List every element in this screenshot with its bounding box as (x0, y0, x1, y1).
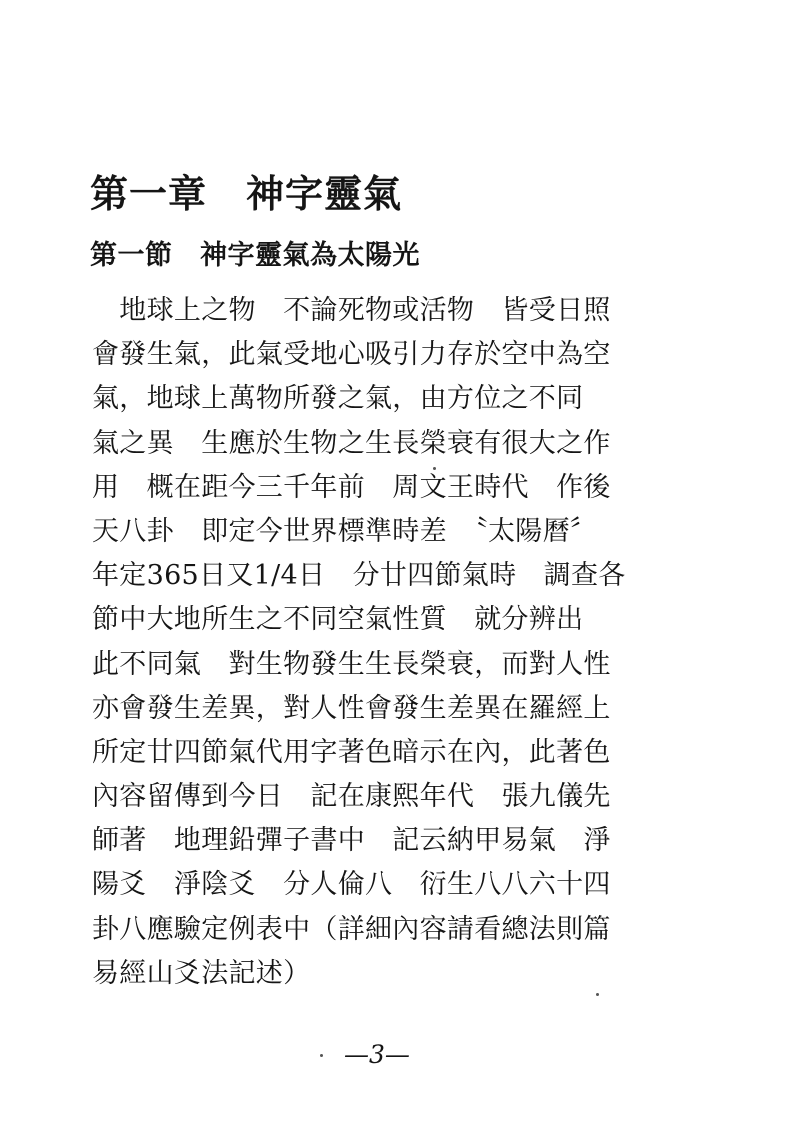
body-text (92, 289, 652, 996)
body-line: 會發生氣，此氣受地心吸引力存於空中為空 (92, 339, 611, 371)
body-line: 卦八應驗定例表中（詳細內容請看總法則篇 (92, 913, 611, 945)
body-line: 氣之異 生應於生物之生長榮衰有很大之作 (92, 427, 611, 459)
body-line: 所定廿四節氣代用字著色暗示在內，此著色 (92, 736, 611, 768)
body-line: 易經山爻法記述） (92, 957, 311, 989)
body-line: 內容留傳到今日 記在康熙年代 張九儀先 (92, 781, 611, 813)
scan-speck (433, 467, 436, 470)
section-title: 第一節 神字靈氣為太陽光 (90, 240, 420, 271)
body-line: 天八卦 即定今世界標準時差 〝太陽曆〞 (92, 515, 598, 547)
page-number: —3— (344, 1040, 410, 1069)
body-line: 用 概在距今三千年前 周文王時代 作後 (92, 471, 611, 503)
body-line: 年定365日又1/4日 分廿四節氣時 調查各 (92, 560, 626, 592)
body-line: 亦會發生差異，對人性會發生差異在羅經上 (92, 692, 611, 724)
body-line: 陽爻 淨陰爻 分人倫八 衍生八八六十四 (92, 869, 611, 901)
scan-speck (596, 993, 599, 996)
body-line: 師著 地理鉛彈子書中 記云納甲易氣 淨 (92, 825, 611, 857)
body-line: 此不同氣 對生物發生生長榮衰，而對人性 (92, 648, 611, 680)
body-line: 氣，地球上萬物所發之氣，由方位之不同 (92, 383, 584, 415)
chapter-title: 第一章 神字靈氣 (90, 172, 403, 216)
body-line: 地球上之物 不論死物或活物 皆受日照 (92, 295, 611, 326)
body-line: 節中大地所生之不同空氣性質 就分辨出 (92, 604, 584, 636)
scan-speck (320, 1054, 323, 1057)
